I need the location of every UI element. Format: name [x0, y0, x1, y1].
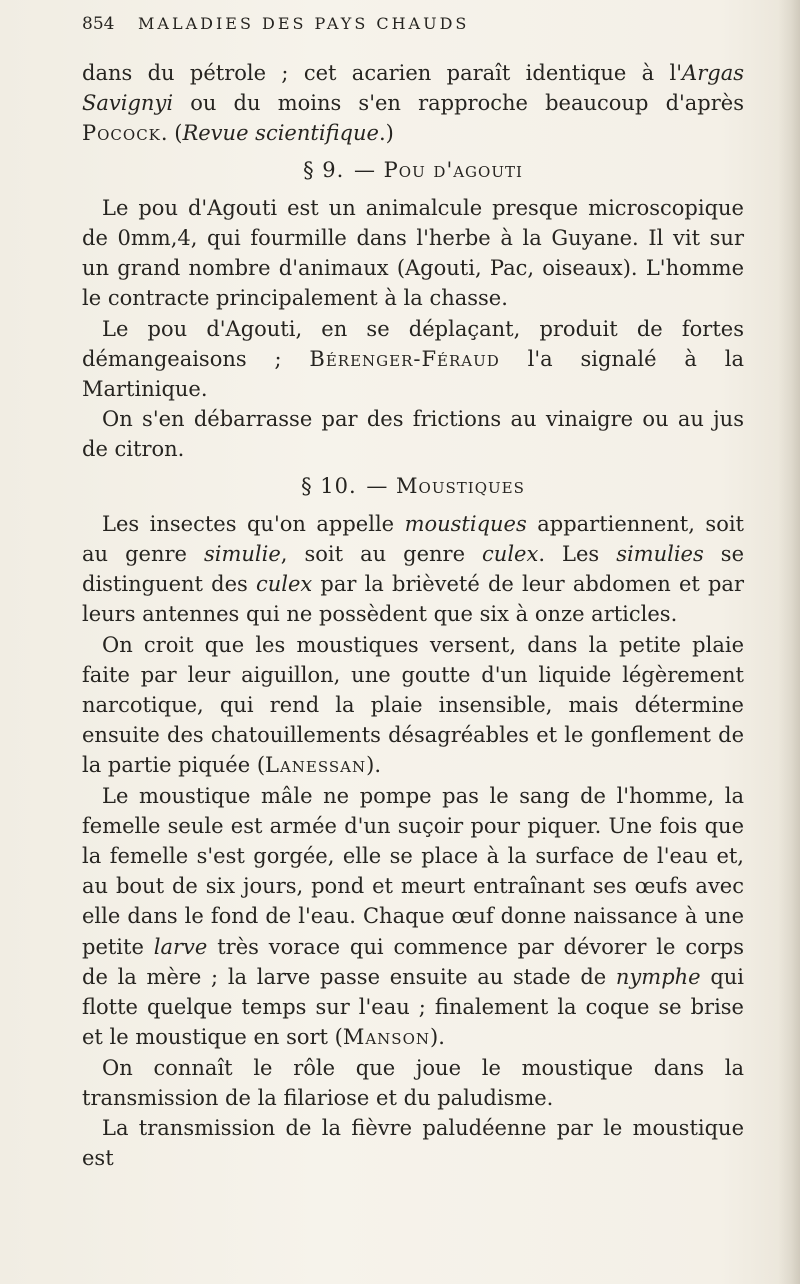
text-run: l'a signalé à la Martinique.	[82, 346, 744, 402]
text-run: se distinguent des	[82, 542, 744, 597]
section-number: § 10.	[301, 473, 357, 498]
running-title: MALADIES DES PAYS CHAUDS	[138, 14, 470, 33]
journal-title: Revue scientifique	[182, 121, 379, 146]
text-run: . Les	[538, 542, 617, 567]
text-run: très vorace qui commence par dévorer le corps de la mère ; la larve passe ensuite au stade de	[82, 934, 744, 989]
text-run: .)	[378, 121, 394, 146]
italic-term: simulie	[203, 542, 281, 567]
text-run: Le moustique mâle ne pompe pas le sang de l'homme, la femelle seule est armée d'un suçoir pour piquer. Une fois que la femelle s'est gorgée, elle se place à la surface de l'eau et, au bout de six jours, pond et meurt entraînant ses œufs avec elle dans le fond de l'eau. Chaque œuf donne naissance à une petite	[82, 783, 744, 959]
text-run: On croit que les moustiques versent, dans la petite plaie faite par leur aiguillon, une goutte d'un liquide légèrement narcotique, qui rend la plaie insensible, mais détermine ensuite des chatouillements désagréables et le gonflement de la partie piquée (	[82, 632, 744, 778]
paragraph: Le pou d'Agouti est un animalcule presque microscopique de 0mm,4, qui fourmille dans l'herbe à la Guyane. Il vit sur un grand nombre d'animaux (Agouti, Pac, oiseaux). L'homme le contracte principalement à la chasse.	[82, 195, 744, 311]
text-run: appartiennent, soit au genre	[82, 511, 744, 567]
paragraph: On s'en débarrasse par des frictions au vinaigre ou au jus de citron.	[82, 407, 744, 462]
italic-term: larve	[153, 934, 208, 959]
text-run: . (	[160, 121, 183, 146]
text-run: qui flotte quelque temps sur l'eau ; finalement la coque se brise et le moustique en sort (	[82, 964, 745, 1050]
italic-term: culex	[482, 542, 539, 567]
author-name: Manson	[342, 1025, 431, 1050]
text-run: Les insectes qu'on appelle	[102, 511, 405, 536]
page-header	[82, 10, 742, 40]
author-name: Lanessan	[265, 753, 367, 778]
section-title: — Pou d'agouti	[354, 157, 523, 182]
paragraph: On connaît le rôle que joue le moustique dans la transmission de la filariose et du paludisme.	[82, 1055, 744, 1110]
page-body	[82, 58, 744, 1173]
paragraph	[82, 630, 744, 781]
italic-term: culex	[255, 572, 313, 597]
text-run: ).	[366, 753, 382, 778]
text-run: , soit au genre	[280, 542, 483, 567]
italic-term: simulies	[616, 542, 704, 567]
section-heading-10	[82, 471, 744, 501]
section-number: § 9.	[303, 157, 345, 182]
paragraph: La transmission de la fièvre paludéenne par le moustique est	[82, 1115, 744, 1171]
paragraph	[82, 781, 744, 1053]
species-name: Argas Savignyi	[82, 61, 744, 116]
paragraph	[82, 509, 744, 630]
page-edge-shadow	[778, 0, 800, 1284]
paragraph-continuation	[82, 58, 744, 149]
italic-term: nymphe	[615, 964, 701, 989]
author-name: Bérenger-Féraud	[309, 346, 500, 371]
section-heading-9	[82, 155, 744, 185]
text-run: dans du pétrole ; cet acarien paraît identique à l'	[82, 61, 683, 85]
text-run: par la brièveté de leur abdomen et par leurs antennes qui ne possèdent que six à onze articles.	[82, 572, 744, 627]
section-title: — Moustiques	[366, 473, 525, 498]
text-run: ).	[430, 1025, 445, 1050]
italic-term: moustiques	[404, 511, 527, 536]
page-number: 854	[82, 14, 115, 34]
text-run: Le pou d'Agouti, en se déplaçant, produit de fortes démangeaisons ;	[82, 316, 744, 371]
author-name: Pocock	[82, 121, 161, 146]
text-run: ou du moins s'en rapproche beaucoup d'après	[173, 91, 744, 116]
paragraph	[82, 314, 744, 405]
